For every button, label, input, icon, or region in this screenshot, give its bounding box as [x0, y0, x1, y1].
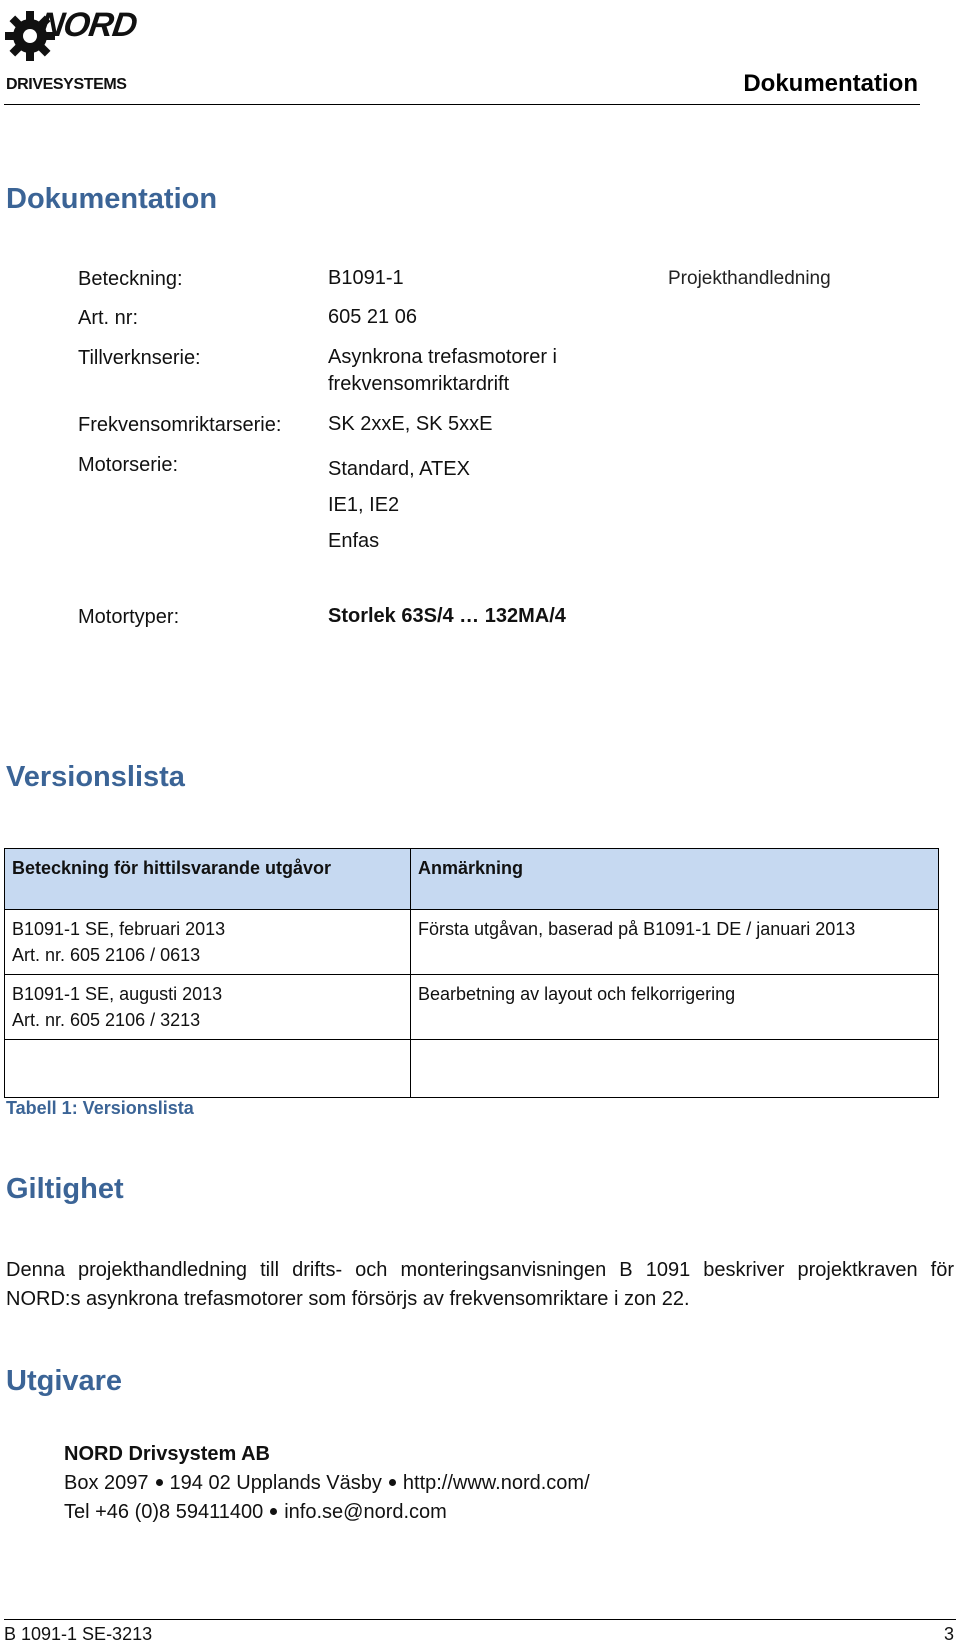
publisher-website-link[interactable]: http://www.nord.com/: [402, 1472, 590, 1494]
footer-divider: [4, 1619, 956, 1620]
logo-subtext: DRIVESYSTEMS: [6, 76, 127, 93]
field-label-beteckning: Beteckning:: [78, 268, 183, 290]
publisher-city: 194 02 Upplands Väsby: [169, 1472, 382, 1494]
field-value-art-nr: 605 21 06: [328, 306, 417, 328]
section-heading-utgivare: Utgivare: [6, 1365, 123, 1397]
field-value-line: frekvensomriktardrift: [328, 373, 510, 395]
version-designation: B1091-1 SE, februari 2013: [12, 919, 226, 939]
nord-logo: [4, 2, 139, 94]
field-value-beteckning: B1091-1: [328, 267, 404, 289]
field-value-tillverknserie: [328, 344, 557, 398]
field-value-line: Standard, ATEX: [328, 458, 470, 480]
version-table: [4, 848, 939, 1098]
publisher-phone: Tel +46 (0)8 59411400: [64, 1501, 264, 1523]
field-value-line: Asynkrona trefasmotorer i: [328, 346, 557, 368]
table-cell-empty: [5, 1040, 411, 1098]
section-heading-dokumentation: Dokumentation: [6, 183, 218, 215]
field-value-motortyper: Storlek 63S/4 … 132MA/4: [328, 605, 566, 627]
field-label-art-nr: Art. nr:: [78, 307, 139, 329]
field-label-frekvensomriktarserie: Frekvensomriktarserie:: [78, 414, 282, 436]
validity-paragraph: Denna projekthandledning till drifts- och monteringsanvisningen B 1091 beskriver projektkraven för NORD:s asynkrona trefasmotorer som försörjs av frekvensomriktare i zon 22.: [6, 1259, 954, 1310]
publisher-address-line: [64, 1472, 590, 1495]
section-heading-giltighet: Giltighet: [6, 1173, 124, 1205]
table-row: [5, 910, 939, 975]
version-art-nr: Art. nr. 605 2106 / 0613: [12, 945, 201, 965]
header-title: Dokumentation: [743, 70, 918, 97]
footer-doc-id: B 1091-1 SE-3213: [4, 1624, 153, 1644]
field-value-frekvensomriktarserie: SK 2xxE, SK 5xxE: [328, 413, 493, 435]
version-designation: B1091-1 SE, augusti 2013: [12, 984, 223, 1004]
bullet-icon: [270, 1508, 277, 1515]
table-cell-remark: Första utgåvan, baserad på B1091-1 DE / januari 2013: [411, 910, 939, 975]
table-cell-remark: Bearbetning av layout och felkorrigering: [411, 975, 939, 1040]
field-label-tillverknserie: Tillverknserie:: [78, 347, 201, 369]
section-heading-versionslista: Versionslista: [6, 761, 185, 793]
publisher-email-link[interactable]: info.se@nord.com: [284, 1501, 447, 1523]
publisher-address: Box 2097: [64, 1472, 149, 1494]
bullet-icon: [389, 1479, 396, 1486]
table-caption: Tabell 1: Versionslista: [6, 1098, 194, 1118]
version-art-nr: Art. nr. 605 2106 / 3213: [12, 1010, 201, 1030]
column-header-remark: Anmärkning: [411, 849, 939, 910]
table-cell-empty: [411, 1040, 939, 1098]
table-row: [5, 975, 939, 1040]
table-cell-designation: [5, 910, 411, 975]
publisher-contact-line: [64, 1501, 447, 1524]
bullet-icon: [156, 1479, 163, 1486]
column-header-designation: Beteckning för hittilsvarande utgåvor: [5, 849, 411, 910]
field-label-motortyper: Motortyper:: [78, 606, 180, 628]
table-header-row: [5, 849, 939, 910]
field-value-motorserie: [328, 451, 470, 559]
field-value-line: IE1, IE2: [328, 494, 400, 516]
field-label-motorserie: Motorserie:: [78, 454, 179, 476]
footer-page-number: 3: [943, 1624, 954, 1644]
table-cell-designation: [5, 975, 411, 1040]
header-divider: [4, 104, 920, 105]
table-row-empty: [5, 1040, 939, 1098]
logo-brand-text: NORD: [37, 6, 139, 44]
publisher-name: NORD Drivsystem AB: [64, 1443, 270, 1465]
document-type: Projekthandledning: [668, 268, 831, 289]
field-value-line: Enfas: [328, 530, 380, 552]
